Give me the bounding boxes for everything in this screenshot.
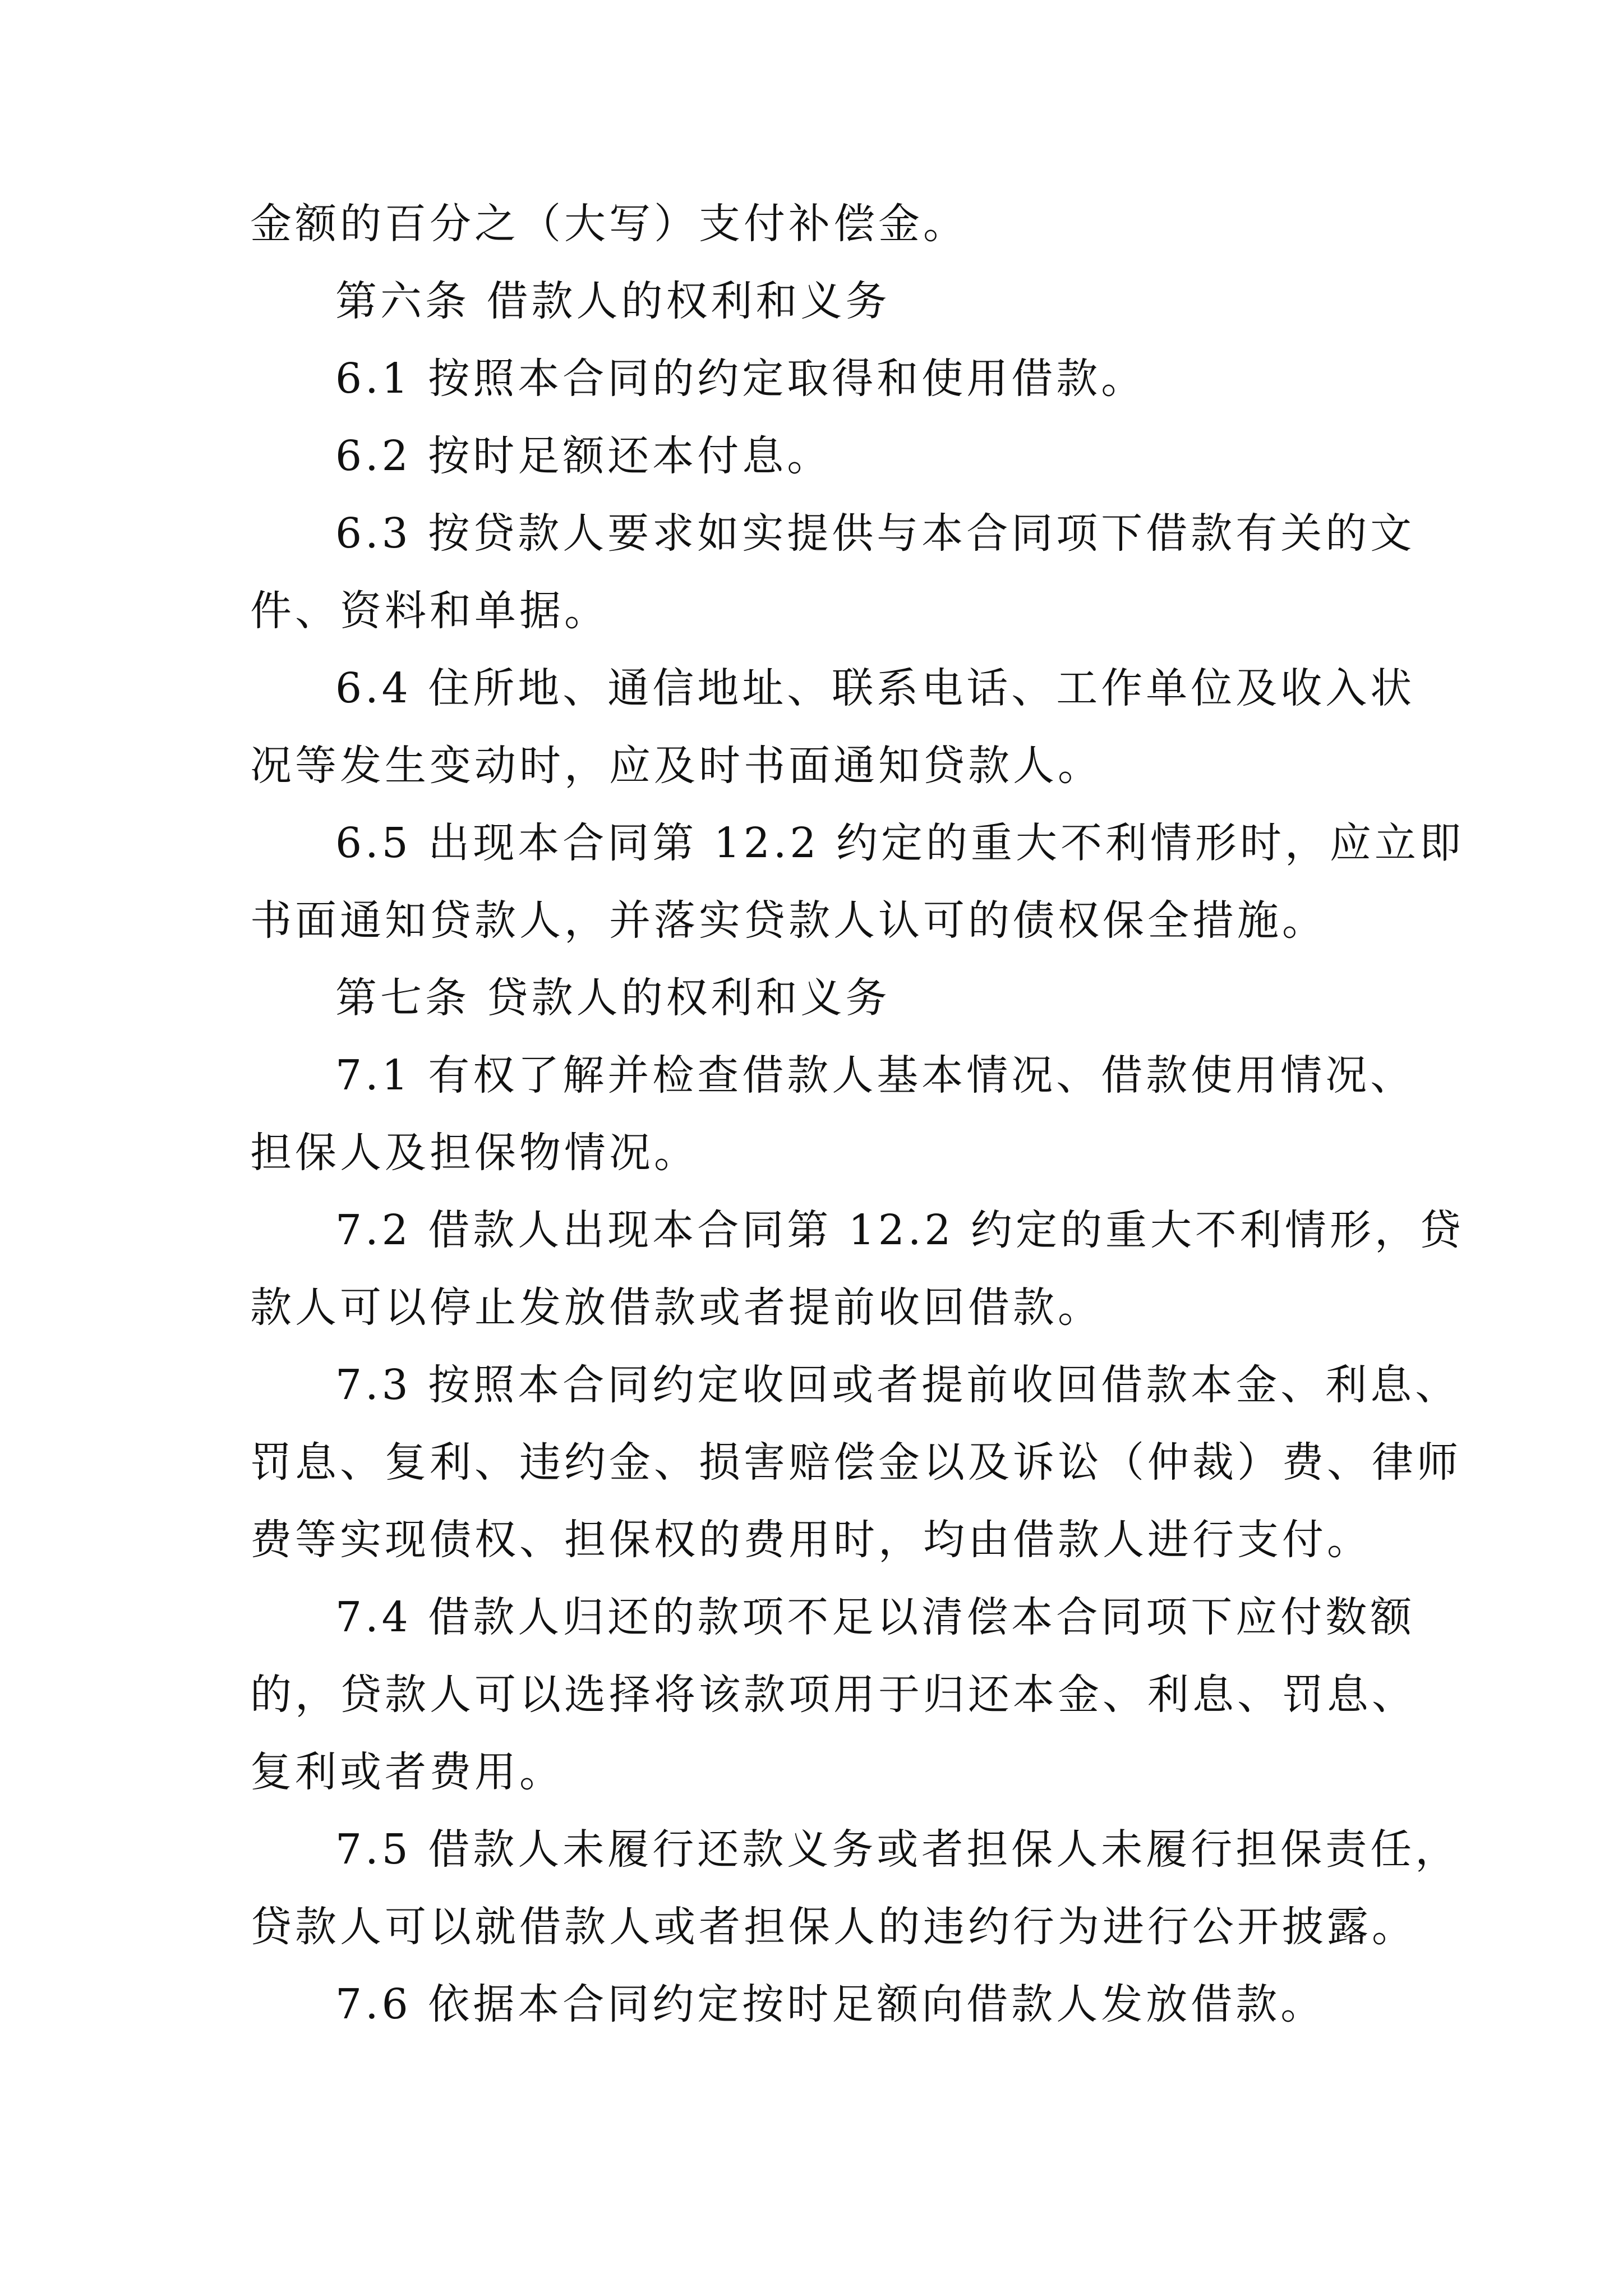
clause-7-4-continued: 复利或者费用。 bbox=[250, 1748, 564, 1796]
clause-6-5-continued: 书面通知贷款人，并落实贷款人认可的债权保全措施。 bbox=[250, 896, 1327, 945]
clause-7-5-continued: 贷款人可以就借款人或者担保人的违约行为进行公开披露。 bbox=[250, 1903, 1417, 1951]
clause-6-1: 6.1 按照本合同的约定取得和使用借款。 bbox=[335, 355, 1146, 403]
clause-7-5: 7.5 借款人未履行还款义务或者担保人未履行担保责任， bbox=[335, 1825, 1460, 1874]
paragraph-line: 金额的百分之（大写）支付补偿金。 bbox=[250, 200, 968, 248]
clause-7-4-continued: 的，贷款人可以选择将该款项用于归还本金、利息、罚息、 bbox=[250, 1671, 1417, 1719]
clause-7-4: 7.4 借款人归还的款项不足以清偿本合同项下应付数额 bbox=[335, 1593, 1415, 1641]
clause-7-3-continued: 费等实现债权、担保权的费用时，均由借款人进行支付。 bbox=[250, 1516, 1372, 1564]
clause-7-1: 7.1 有权了解并检查借款人基本情况、借款使用情况、 bbox=[335, 1051, 1415, 1099]
clause-6-3: 6.3 按贷款人要求如实提供与本合同项下借款有关的文 bbox=[335, 509, 1415, 558]
clause-7-1-continued: 担保人及担保物情况。 bbox=[250, 1129, 699, 1177]
article-7-heading: 第七条 贷款人的权利和义务 bbox=[335, 974, 891, 1022]
contract-text bbox=[250, 185, 1465, 2043]
clause-6-5: 6.5 出现本合同第 12.2 约定的重大不利情形时，应立即 bbox=[335, 819, 1465, 867]
clause-6-4-continued: 况等发生变动时，应及时书面通知贷款人。 bbox=[250, 742, 1103, 790]
article-6-heading: 第六条 借款人的权利和义务 bbox=[335, 277, 891, 325]
clause-6-4: 6.4 住所地、通信地址、联系电话、工作单位及收入状 bbox=[335, 664, 1415, 712]
clause-6-2: 6.2 按时足额还本付息。 bbox=[335, 432, 832, 480]
clause-7-6: 7.6 依据本合同约定按时足额向借款人发放借款。 bbox=[335, 1980, 1326, 2028]
clause-6-3-continued: 件、资料和单据。 bbox=[250, 587, 609, 635]
clause-7-2: 7.2 借款人出现本合同第 12.2 约定的重大不利情形，贷 bbox=[335, 1206, 1465, 1254]
clause-7-2-continued: 款人可以停止发放借款或者提前收回借款。 bbox=[250, 1283, 1103, 1332]
clause-7-3: 7.3 按照本合同约定收回或者提前收回借款本金、利息、 bbox=[335, 1361, 1460, 1409]
clause-7-3-continued: 罚息、复利、违约金、损害赔偿金以及诉讼（仲裁）费、律师 bbox=[250, 1438, 1461, 1487]
